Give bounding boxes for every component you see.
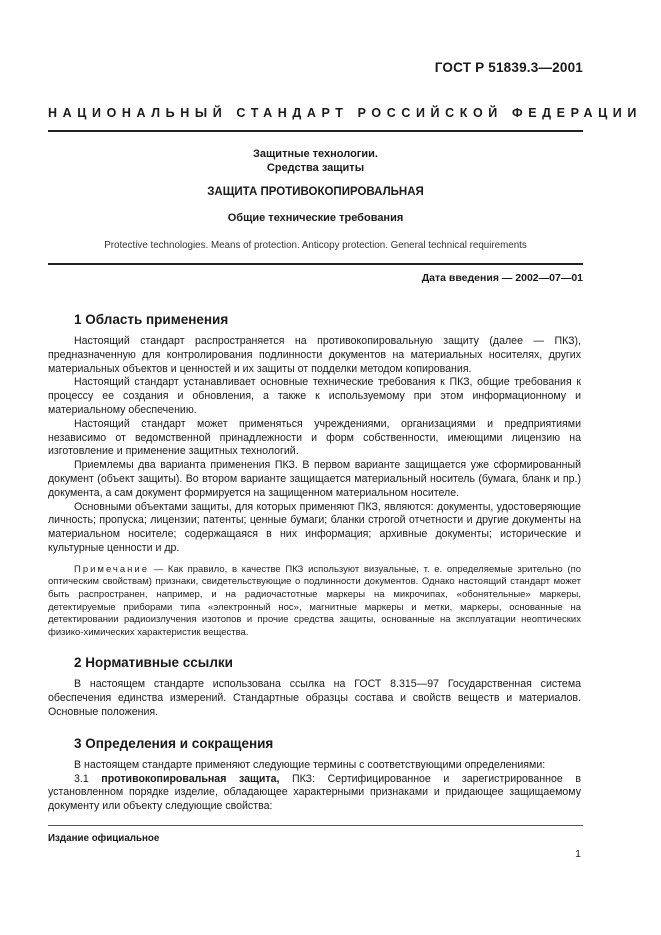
official-edition-label: Издание официальное — [48, 833, 160, 844]
paragraph: В настоящем стандарте использована ссылка на ГОСТ 8.315—97 Государственная система обеспечения единства измерений. Стандартные образцы состава и свойств веществ и материалов. Основные положения. — [48, 678, 581, 718]
page-number: 1 — [575, 848, 581, 860]
paragraph: Приемлемы два варианта применения ПКЗ. В первом варианте защищается уже сформированный документ (объект защиты). Во втором варианте защищается материальный носитель (бумага, бланк и пр.) документа, а сам документ формируется на защищенном материальном носителе. — [48, 459, 581, 499]
footer-divider — [48, 825, 583, 826]
section-heading: 3 Определения и сокращения — [74, 735, 274, 751]
paragraph: Настоящий стандарт устанавливает основные технические требования к ПКЗ, общие требования к процессу ее создания и обновления, а также к используемому при этом информационному и материальному обеспечению. — [48, 376, 581, 416]
section-heading: 1 Область применения — [74, 312, 229, 327]
section-scope — [48, 312, 581, 639]
section-normative-references — [48, 655, 581, 719]
section-definitions — [48, 735, 581, 814]
paragraph: Настоящий стандарт может применяться учреждениями, организациями и предприятиями независимо от ведомственной принадлежности и форм собственности, имеющими лицензию на изготовление и применение защитных технологий. — [48, 417, 581, 458]
english-title: Protective technologies. Means of protection. Anticopy protection. General technical requirements — [104, 240, 527, 251]
title-line-2: Средства защиты — [266, 162, 365, 174]
paragraph: В настоящем стандарте применяют следующие термины с соответствующими определениями: — [74, 758, 546, 771]
note-label: Примечание — [74, 563, 149, 575]
gost-number: ГОСТ Р 51839.3—2001 — [434, 60, 583, 75]
note — [48, 564, 581, 640]
title-line-1: Защитные технологии. — [253, 148, 378, 160]
definition-number: 3.1 — [74, 772, 102, 785]
section-heading: 2 Нормативные ссылки — [74, 655, 233, 671]
document-body — [48, 312, 581, 814]
definition-text: ПКЗ: Сертифицированное и зарегистрированное в установленном порядке изделие, обладающее характерными признаками и придающее защищаемому документу или объекту следующие свойства: — [48, 772, 581, 813]
title-divider — [48, 263, 583, 265]
top-divider — [48, 130, 583, 132]
definition-term: противокопировальная защита, — [101, 772, 280, 785]
main-title: ЗАЩИТА ПРОТИВОКОПИРОВАЛЬНАЯ — [207, 186, 424, 198]
definition-paragraph — [48, 773, 581, 814]
paragraph: Настоящий стандарт распространяется на противокопировальную защиту (далее — ПКЗ), предназначенную для контролирования подлинности документов на материальных носителях, других материальных объектов и ценностей и их защиты от подделки методом копирования. — [48, 335, 581, 375]
subtitle: Общие технические требования — [227, 212, 404, 224]
intro-date: Дата введения — 2002—07—01 — [421, 272, 583, 284]
paragraph: Основными объектами защиты, для которых применяют ПКЗ, являются: документы, удостоверяющие личность; пропуска; лицензии; патенты; ценные бумаги; бланки строгой отчетности и другие документы на материальном носителе; содержащаяся в них информация; архивные документы; исторические и культурные ценности и др. — [48, 500, 581, 554]
national-standard-banner: НАЦИОНАЛЬНЫЙ СТАНДАРТ РОССИЙСКОЙ ФЕДЕРАЦИИ — [48, 106, 642, 120]
note-text: — Как правило, в качестве ПКЗ используют визуальные, т. е. определяемые зрительно (по оптическим свойствам) признаки, свидетельствующие о подлинности документов. Однако настоящий стандарт может быть распространен, например, и на радиочастотные маркеры на микрочипах, «обонятельные» маркеры, детектируемые приборами типа «электронный нос», магнитные маркеры и метки, маркеры, основанные на детектировании радиоизлучения изотопов и прочие средства защиты, основанные на эксплуатации неоптических физико-химических характеристик вещества. — [48, 563, 581, 638]
